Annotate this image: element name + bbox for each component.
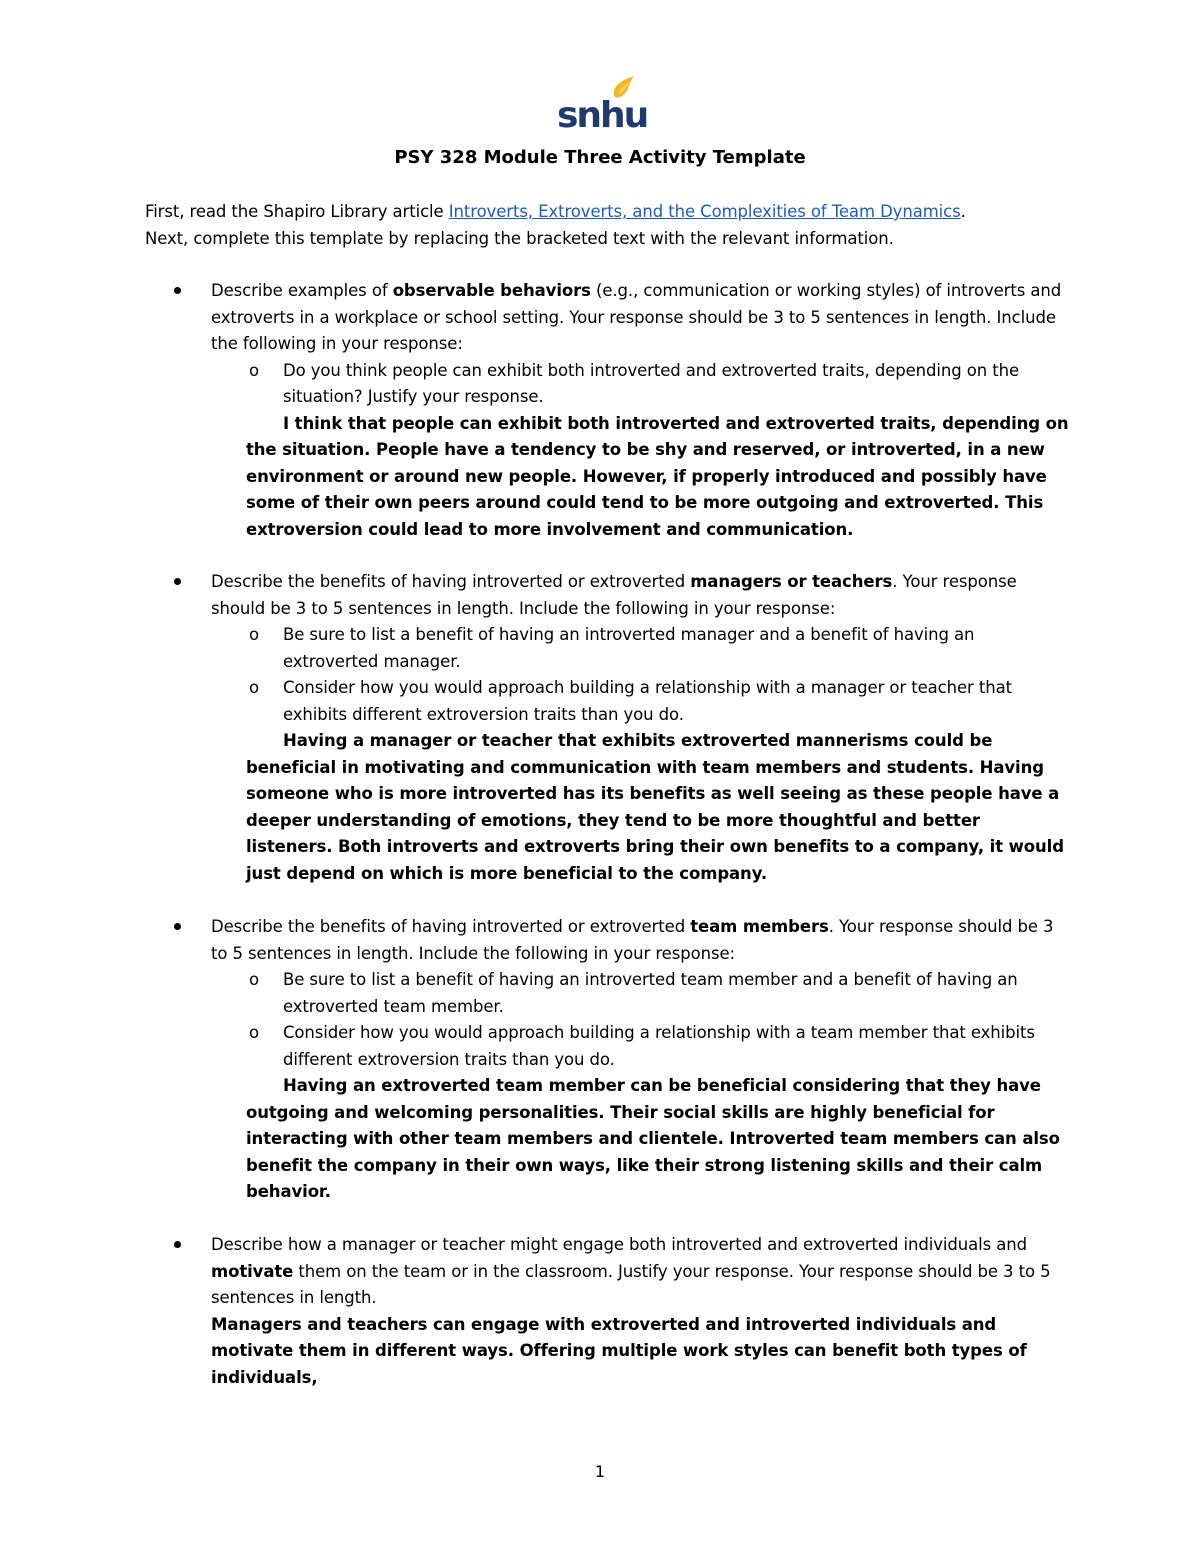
sub-bullet-icon: o	[249, 360, 259, 380]
sub-bullet-icon: o	[249, 970, 259, 989]
answer-text: Having an extroverted team member can be beneficial considering that they have outgoing and welcoming personalities. Their social skills are highly beneficial for interacting with other team members and clientele. Introverted team members can also benefit the company in their own ways, like their strong listening skills and their calm behavior.	[246, 1076, 1060, 1201]
sub-item-text: Consider how you would approach building a relationship with a manager or teacher that exhibits different extroversion traits than you do.	[283, 678, 1012, 724]
prompt-emphasis: observable behaviors	[392, 281, 591, 300]
prompt-text: (e.g., communication or working styles) of introverts and extroverts in a workplace or school setting. Your response should be 3 to 5 sentences in length. Include the following in your response:	[211, 281, 1062, 353]
sub-item-text: Be sure to list a benefit of having an introverted manager and a benefit of having an extroverted manager.	[283, 625, 975, 671]
section-managers-teachers	[211, 569, 1071, 887]
prompt-text: Describe how a manager or teacher might engage both introverted and extroverted individuals and	[211, 1235, 1027, 1254]
prompt-text: them on the team or in the classroom. Justify your response. Your response should be 3 to 5 sentences in length.	[211, 1261, 1051, 1307]
intro-paragraph	[145, 199, 1075, 252]
answer-text: Having a manager or teacher that exhibits extroverted mannerisms could be beneficial in motivating and communication with team members and students. Having someone who is more introverted has its benefits as well seeing as these people have a deeper understanding of emotions, they tend to be more thoughtful and better listeners. Both introverts and extroverts bring their own benefits to a company, it would just depend on which is more beneficial to the company.	[246, 731, 1064, 883]
intro-instructions: Next, complete this template by replacing the bracketed text with the relevant information.	[145, 228, 894, 248]
answer-response	[211, 728, 1071, 887]
answer-text: Managers and teachers can engage with extroverted and introverted individuals and motivate them in different ways. Offering multiple work styles can benefit both types of individuals,	[211, 1314, 1027, 1387]
answer-response	[211, 1073, 1071, 1206]
sub-item	[211, 622, 1071, 675]
intro-text: First, read the Shapiro Library article	[145, 202, 449, 221]
bullet-item	[211, 914, 1071, 967]
document-title: PSY 328 Module Three Activity Template	[394, 147, 806, 168]
bullet-item	[211, 569, 1071, 622]
article-link[interactable]: Introverts, Extroverts, and the Complexities of Team Dynamics	[448, 202, 961, 221]
bullet-item	[211, 278, 1071, 358]
logo-text: snhu	[557, 95, 648, 136]
bullet-item	[211, 1232, 1071, 1312]
sub-item	[211, 1020, 1071, 1073]
sub-item	[211, 358, 1071, 411]
sub-item-text: Consider how you would approach building a relationship with a team member that exhibits different extroversion traits than you do.	[283, 1023, 1035, 1069]
section-observable-behaviors	[211, 278, 1071, 543]
snhu-logo	[556, 74, 648, 136]
prompt-emphasis: motivate	[211, 1261, 294, 1281]
prompt-text: . Your response should be 3 to 5 sentences in length. Include the following in your response:	[211, 572, 1017, 618]
section-engage-motivate	[211, 1232, 1071, 1391]
sub-item-text: Be sure to list a benefit of having an introverted team member and a benefit of having an extroverted team member.	[283, 970, 1018, 1016]
bullet-icon	[174, 923, 181, 930]
sub-bullet-icon: o	[249, 678, 259, 697]
bullet-icon	[174, 287, 181, 294]
sub-item	[211, 675, 1071, 728]
section-team-members	[211, 914, 1071, 1206]
bullet-icon	[174, 578, 181, 585]
bullet-icon	[174, 1241, 181, 1248]
prompt-emphasis: team members	[690, 917, 829, 936]
answer-response	[211, 411, 1071, 544]
prompt-text: Describe the benefits of having introverted or extroverted	[211, 917, 691, 936]
prompt-text: Describe the benefits of having introverted or extroverted	[211, 572, 691, 591]
page-number: 1	[594, 1462, 606, 1481]
intro-period: .	[960, 202, 966, 221]
prompt-text: Describe examples of	[211, 281, 393, 300]
prompt-emphasis: managers or teachers	[690, 572, 893, 591]
prompt-text: . Your response should be 3 to 5 sentences in length. Include the following in your response:	[211, 917, 1054, 963]
sub-item	[211, 967, 1071, 1020]
sub-item-text: Do you think people can exhibit both introverted and extroverted traits, depending on the situation? Justify your response.	[283, 360, 1020, 406]
sub-bullet-icon: o	[249, 625, 259, 644]
answer-text: I think that people can exhibit both introverted and extroverted traits, depending on the situation. People have a tendency to be shy and reserved, or introverted, in a new environment or around new people. However, if properly introduced and possibly have some of their own peers around could tend to be more outgoing and extroverted. This extroversion could lead to more involvement and communication.	[246, 413, 1069, 539]
sub-bullet-icon: o	[249, 1023, 259, 1042]
